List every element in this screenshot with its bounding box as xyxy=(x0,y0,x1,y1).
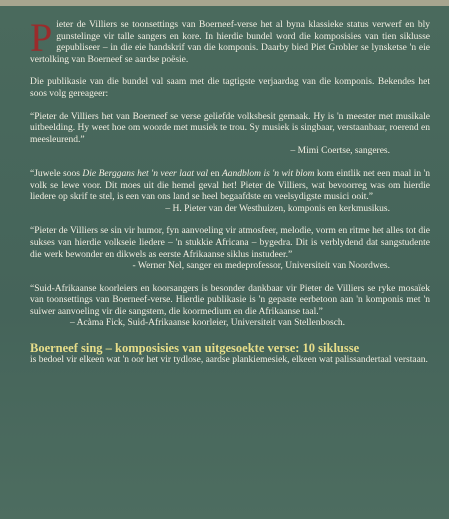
blurb-content xyxy=(30,15,431,367)
quote-text: “Suid-Afrikaanse koorleiers en koorsangers is besonder dankbaar vir Pieter de Villiers se ryke mosaïek van toonsettings van Boerneef-verse. Hierdie publikasie is 'n gepaste eerbetoon aan 'n komponis met 'n suiwer aanvoeling vir die sangstem, die koormedium en die Afrikaanse taal.” xyxy=(30,283,430,317)
intro-paragraph xyxy=(30,15,430,66)
quote-coertse xyxy=(30,112,430,158)
book-title-heading: Boerneef sing – komposisies van uitgesoekte verse: 10 siklusse xyxy=(30,341,360,356)
quote-text: “Pieter de Villiers het van Boerneef se verse geliefde volksbesit gemaak. Hy is 'n meester met musikale uitbeelding. Hy weet hoe om woorde met musiek te trou. Sy musiek is singbaar, verstaanbaar, roerend en meesleurend.” xyxy=(30,111,430,145)
song-title: Aandblom is 'n wit blom xyxy=(221,168,315,179)
quote-text xyxy=(30,169,430,204)
quote-text-part: kom eintlik net een maal in 'n volk se lewe voor. Dit moes uit die hemel geval het! Pieter de Villiers, wat bevoorreg was om hierdie liedere op skrif te stel, is een van ons land se heel begaafdste en veelsydigste musici ooit.” xyxy=(30,168,431,203)
quote-attribution: – H. Pieter van der Westhuizen, komponis en kerkmusikus. xyxy=(165,203,390,214)
quote-nel xyxy=(30,226,430,272)
quote-attribution: – Acàma Fick, Suid-Afrikaanse koorleier, Universiteit van Stellenbosch. xyxy=(70,318,346,329)
closing-text: is bedoel vir elkeen wat 'n oor het vir tydlose, aardse plankiemesiek, elkeen wat palissandertaal verstaan. xyxy=(30,355,428,366)
cover-edge xyxy=(0,0,449,6)
context-paragraph: Die publikasie van die bundel val saam met die tagtigste verjaardag van die komponis. Bekendes het soos volg gereageer: xyxy=(30,77,430,99)
quote-text-part: “Juwele soos xyxy=(30,168,83,179)
quote-westhuizen xyxy=(30,169,430,215)
quote-attribution: - Werner Nel, sanger en medeprofessor, Universiteit van Noordwes. xyxy=(132,261,390,272)
song-title: Die Berggans het 'n veer laat val xyxy=(82,168,209,179)
drop-cap: P xyxy=(30,15,53,60)
intro-text: ieter de Villiers se toonsettings van Boerneef-verse het al byna klassieke status verwerf en bly gunstelinge vir talle sangers en kore. In hierdie bundel word die komposisies van tien siklusse gepubliseer – in die eie handskrif van die komponis. Daarby bied Piet Grobler se lynsketse 'n eie vertolking van Boerneef se aardse poësie. xyxy=(30,20,430,65)
quote-text-part: en xyxy=(208,168,222,179)
quote-fick xyxy=(30,284,430,330)
quote-text: “Pieter de Villiers se sin vir humor, fyn aanvoeling vir atmosfeer, melodie, vorm en ritme het alles tot die sukses van hierdie volkseie liedere – 'n stukkie Africana – bygedra. Dit is verblydend dat sangstudente die werk bewonder en dikwels as eerste Afrikaanse siklus instudeer.” xyxy=(30,226,430,260)
quote-attribution: – Mimi Coertse, sangeres. xyxy=(290,146,390,157)
